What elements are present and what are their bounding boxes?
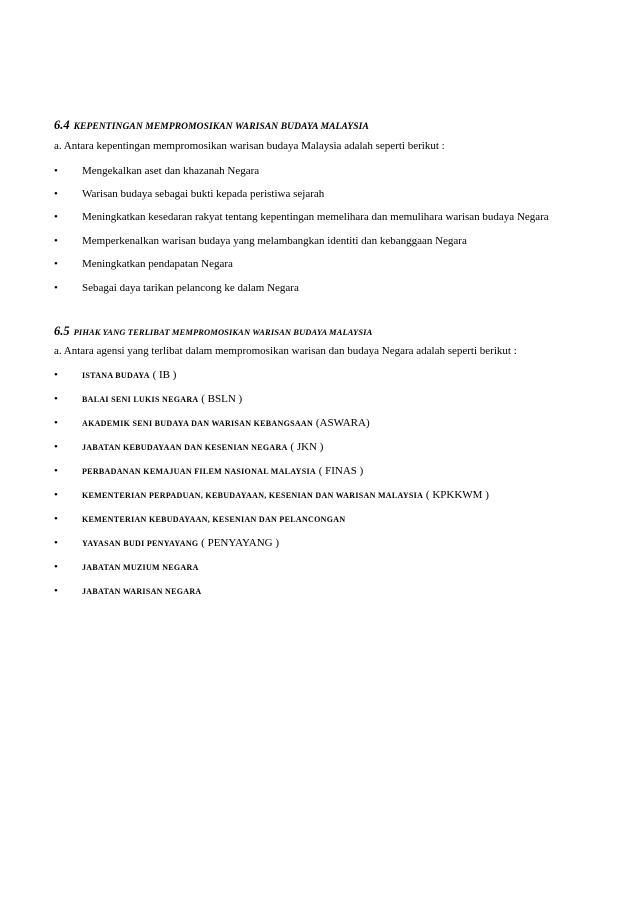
section-number: 6.5 bbox=[54, 324, 70, 338]
list-item-text bbox=[82, 511, 345, 528]
bullet-icon: • bbox=[54, 188, 58, 200]
agency-name: ISTANA BUDAYA bbox=[82, 371, 150, 380]
list-item-text bbox=[82, 583, 202, 600]
agency-abbr: ( FINAS ) bbox=[318, 465, 364, 477]
bullet-icon: • bbox=[54, 513, 58, 525]
bullet-icon: • bbox=[54, 465, 58, 477]
section-heading-6-4 bbox=[54, 116, 369, 134]
section-intro: a. Antara kepentingan mempromosikan warisan budaya Malaysia adalah seperti berikut : bbox=[54, 140, 445, 152]
bullet-icon: • bbox=[54, 165, 58, 177]
bullet-icon: • bbox=[54, 393, 58, 405]
bullet-icon: • bbox=[54, 211, 58, 223]
section-heading-6-5 bbox=[54, 322, 372, 340]
agency-name: JABATAN KEBUDAYAAN DAN KESENIAN NEGARA bbox=[82, 443, 288, 452]
list-item-text bbox=[82, 367, 176, 384]
agency-abbr: ( PENYAYANG ) bbox=[201, 537, 279, 549]
agency-abbr: ( JKN ) bbox=[290, 441, 324, 453]
list-item-text bbox=[82, 487, 489, 504]
list-item-text bbox=[82, 415, 370, 432]
bullet-icon: • bbox=[54, 561, 58, 573]
agency-name: AKADEMIK SENI BUDAYA DAN WARISAN KEBANGSAAN bbox=[82, 419, 314, 428]
bullet-icon: • bbox=[54, 235, 58, 247]
list-item-text: Warisan budaya sebagai bukti kepada peristiwa sejarah bbox=[82, 188, 325, 200]
agency-name: KEMENTERIAN KEBUDAYAAN, KESENIAN DAN PELANCONGAN bbox=[82, 515, 346, 524]
list-item-text: Meningkatkan kesedaran rakyat tentang kepentingan memelihara dan memulihara warisan budaya Negara bbox=[82, 211, 549, 223]
agency-name: YAYASAN BUDI PENYAYANG bbox=[82, 539, 199, 548]
agency-abbr: ( KPKKWM ) bbox=[425, 489, 489, 501]
bullet-icon: • bbox=[54, 258, 58, 270]
agency-abbr: ( IB ) bbox=[152, 369, 177, 381]
agency-name: JABATAN WARISAN NEGARA bbox=[82, 587, 202, 596]
bullet-icon: • bbox=[54, 537, 58, 549]
agency-abbr: ( BSLN ) bbox=[201, 393, 243, 405]
bullet-icon: • bbox=[54, 369, 58, 381]
bullet-icon: • bbox=[54, 585, 58, 597]
section-title: PIHAK YANG TERLIBAT MEMPROMOSIKAN WARISAN BUDAYA MALAYSIA bbox=[73, 327, 373, 337]
agency-name: BALAI SENI LUKIS NEGARA bbox=[82, 395, 199, 404]
section-title: KEPENTINGAN MEMPROMOSIKAN WARISAN BUDAYA MALAYSIA bbox=[73, 122, 369, 132]
list-item-text bbox=[82, 559, 199, 576]
list-item-text bbox=[82, 535, 279, 552]
list-item-text bbox=[82, 391, 242, 408]
agency-name: JABATAN MUZIUM NEGARA bbox=[82, 563, 199, 572]
list-item-text: Memperkenalkan warisan budaya yang melambangkan identiti dan kebanggaan Negara bbox=[82, 235, 467, 247]
section-number: 6.4 bbox=[54, 118, 70, 132]
section-intro: a. Antara agensi yang terlibat dalam mempromosikan warisan dan budaya Negara adalah seperti berikut : bbox=[54, 345, 517, 357]
bullet-icon: • bbox=[54, 417, 58, 429]
list-item-text: Mengekalkan aset dan khazanah Negara bbox=[82, 165, 260, 177]
bullet-icon: • bbox=[54, 282, 58, 294]
bullet-icon: • bbox=[54, 441, 58, 453]
list-item-text bbox=[82, 463, 363, 480]
bullet-icon: • bbox=[54, 489, 58, 501]
agency-abbr: (ASWARA) bbox=[315, 417, 370, 429]
list-item-text bbox=[82, 439, 323, 456]
agency-name: PERBADANAN KEMAJUAN FILEM NASIONAL MALAYSIA bbox=[82, 467, 316, 476]
agency-name: KEMENTERIAN PERPADUAN, KEBUDAYAAN, KESENIAN DAN WARISAN MALAYSIA bbox=[82, 491, 424, 500]
list-item-text: Sebagai daya tarikan pelancong ke dalam Negara bbox=[82, 282, 299, 294]
list-item-text: Meningkatkan pendapatan Negara bbox=[82, 258, 233, 270]
